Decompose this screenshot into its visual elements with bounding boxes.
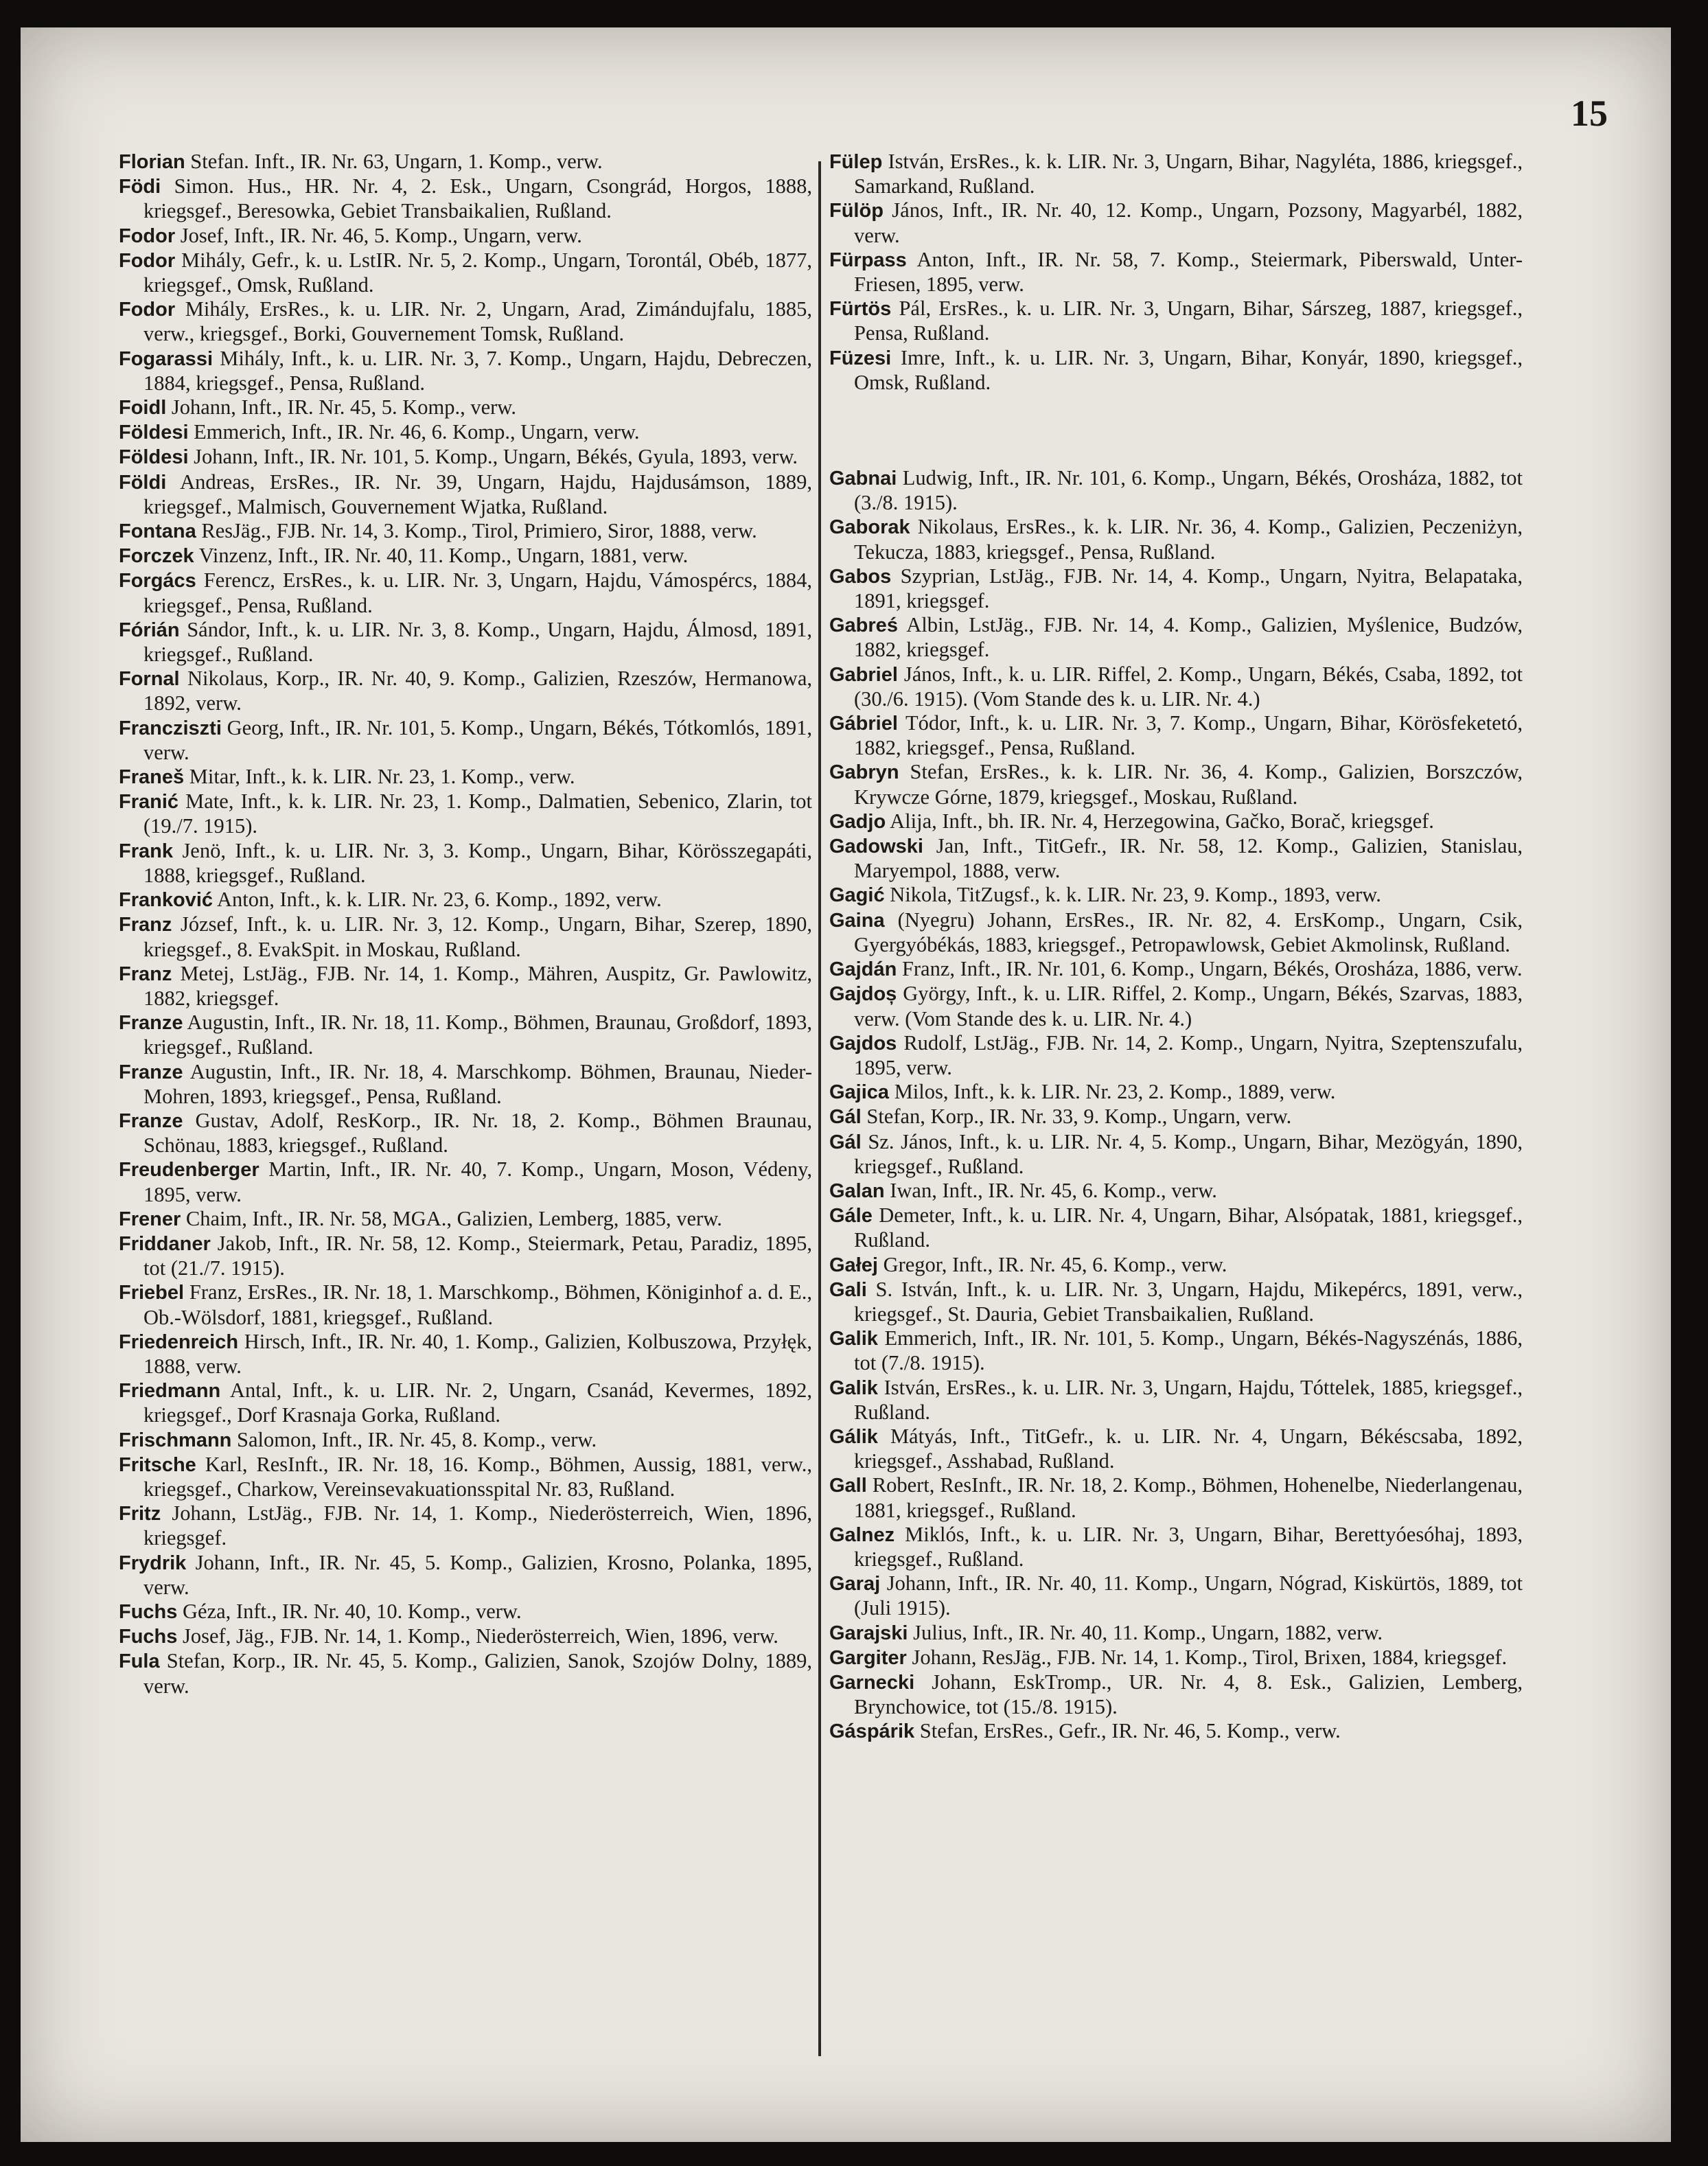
casualty-entry [829, 1571, 1523, 1620]
entry-surname: Gadjo [829, 810, 886, 833]
entry-surname: Gábriel [829, 713, 898, 735]
entry-surname: Fodor [119, 299, 176, 321]
casualty-entry [829, 883, 1523, 908]
entry-surname: Gálik [829, 1425, 878, 1448]
entry-details: Stefan, Korp., IR. Nr. 33, 9. Komp., Ungarn, verw. [866, 1105, 1292, 1129]
entry-details: Jakob, Inft., IR. Nr. 58, 12. Komp., Steiermark, Petau, Paradiz, 1895, tot (21./7. 1915). [143, 1231, 812, 1280]
entry-surname: Fürtös [829, 298, 892, 321]
entry-surname: Gabriel [829, 663, 898, 686]
entry-surname: Gaina [829, 909, 885, 932]
entry-surname: Garajski [829, 1622, 908, 1644]
entry-details: Mihály, Inft., k. u. LIR. Nr. 3, 7. Komp., Ungarn, Hajdu, Debreczen, 1884, kriegsgef., Pensa, Rußland. [143, 346, 813, 395]
casualty-entry [119, 888, 812, 912]
entry-surname: Gále [829, 1205, 873, 1228]
entry-surname: Franković [119, 889, 213, 912]
entry-details: Nikola, TitZugsf., k. k. LIR. Nr. 23, 9. Komp., 1893, verw. [890, 883, 1381, 907]
casualty-entry [119, 1011, 812, 1059]
entry-details: Vinzenz, Inft., IR. Nr. 40, 11. Komp., Ungarn, 1881, verw. [198, 544, 689, 568]
entry-surname: Gajdoș [829, 983, 897, 1006]
entry-surname: Gałej [829, 1254, 878, 1276]
document-page [21, 27, 1671, 2142]
casualty-entry [119, 1453, 812, 1501]
casualty-entry [829, 957, 1523, 982]
entry-details: Demeter, Inft., k. u. LIR. Nr. 4, Ungarn, Bihar, Alsópatak, 1881, kriegsgef., Rußland. [854, 1203, 1523, 1252]
entry-details: Stefan. Inft., IR. Nr. 63, Ungarn, 1. Komp., verw. [190, 150, 603, 173]
entry-surname: Gabreś [829, 614, 898, 637]
entry-details: István, ErsRes., k. k. LIR. Nr. 3, Ungarn, Bihar, Nagyléta, 1886, kriegsgef., Samarkand, Rußland. [854, 150, 1523, 198]
casualty-entry [829, 1130, 1523, 1179]
entry-surname: Friddaner [119, 1232, 211, 1255]
entry-surname: Fodor [119, 224, 176, 247]
entry-details: Johann, Inft., IR. Nr. 101, 5. Komp., Ungarn, Békés, Gyula, 1893, verw. [194, 445, 798, 469]
casualty-entry [119, 544, 812, 568]
entry-details: Emmerich, Inft., IR. Nr. 46, 6. Komp., Ungarn, verw. [194, 420, 640, 444]
entry-details: Augustin, Inft., IR. Nr. 18, 4. Marschkomp. Böhmen, Braunau, Nieder-Mohren, 1893, kriegsgef., Pensa, Rußland. [143, 1059, 812, 1108]
entry-details: S. István, Inft., k. u. LIR. Nr. 3, Ungarn, Hajdu, Mikepércs, 1891, verw., kriegsgef., St. Dauria, Gebiet Transbaikalien, Rußland. [854, 1277, 1523, 1326]
entry-surname: Gabos [829, 565, 892, 588]
casualty-entry [119, 420, 812, 445]
casualty-entry [829, 1253, 1523, 1278]
casualty-entry [829, 809, 1523, 834]
entry-details: Josef, Jäg., FJB. Nr. 14, 1. Komp., Niederösterreich, Wien, 1896, verw. [183, 1624, 778, 1648]
entry-surname: Fontana [119, 520, 196, 543]
casualty-entry [119, 1109, 812, 1157]
casualty-entry [829, 1719, 1523, 1744]
entry-surname: Francziszti [119, 717, 222, 739]
entry-details: Johann, Inft., IR. Nr. 40, 11. Komp., Ungarn, Nógrad, Kiskürtös, 1889, tot (Juli 1915). [854, 1571, 1523, 1620]
entry-surname: Freudenberger [119, 1159, 259, 1182]
page-number: 15 [1571, 93, 1608, 134]
entry-details: Georg, Inft., IR. Nr. 101, 5. Komp., Ungarn, Békés, Tótkomlós, 1891, verw. [143, 715, 813, 764]
casualty-entry [119, 716, 812, 765]
entry-details: Stefan, ErsRes., k. k. LIR. Nr. 36, 4. Komp., Galizien, Borszczów, Krywcze Górne, 1879, kriegsgef., Moskau, Rußland. [854, 760, 1523, 809]
entry-details: Mátyás, Inft., TitGefr., k. u. LIR. Nr. 4, Ungarn, Békéscsaba, 1892, kriegsgef., Asshabad, Rußland. [854, 1424, 1523, 1473]
casualty-entry [119, 1379, 812, 1427]
entry-surname: Fritz [119, 1503, 161, 1525]
entry-surname: Gabryn [829, 761, 899, 784]
entry-surname: Franze [119, 1061, 183, 1083]
casualty-entry [119, 445, 812, 470]
casualty-entry [829, 198, 1523, 247]
casualty-entry [829, 663, 1523, 711]
entry-details: Johann, Inft., IR. Nr. 45, 5. Komp., verw. [171, 395, 516, 419]
entry-surname: Franze [119, 1109, 183, 1132]
entry-surname: Gajica [829, 1081, 890, 1104]
entry-details: Szyprian, LstJäg., FJB. Nr. 14, 4. Komp., Ungarn, Nyitra, Belapataka, 1891, kriegsgef. [854, 564, 1523, 613]
entry-details: Johann, ResJäg., FJB. Nr. 14, 1. Komp., Tirol, Brixen, 1884, kriegsgef. [912, 1645, 1508, 1669]
casualty-entry [829, 1523, 1523, 1571]
casualty-entry [829, 1080, 1523, 1105]
right-column [829, 150, 1523, 1744]
casualty-entry [829, 1473, 1523, 1522]
casualty-entry [829, 1179, 1523, 1203]
entry-details: Nikolaus, ErsRes., k. k. LIR. Nr. 36, 4. Komp., Galizien, Peczeniżyn, Tekucza, 1883, kriegsgef., Pensa, Rußland. [854, 515, 1523, 564]
casualty-entry [119, 519, 812, 544]
casualty-entry [119, 470, 812, 519]
entry-surname: Gajdos [829, 1032, 897, 1055]
entry-surname: Gál [829, 1106, 862, 1129]
entry-surname: Gáspárik [829, 1720, 915, 1743]
casualty-entry [119, 1330, 812, 1379]
entry-surname: Füzesi [829, 347, 892, 369]
casualty-entry [829, 1646, 1523, 1670]
entry-surname: Friedmann [119, 1380, 221, 1403]
entry-details: Mihály, Gefr., k. u. LstIR. Nr. 5, 2. Komp., Ungarn, Torontál, Obéb, 1877, kriegsgef., Omsk, Rußland. [143, 248, 813, 297]
casualty-entry [119, 1551, 812, 1600]
entry-surname: Garaj [829, 1573, 881, 1595]
entry-details: Rudolf, LstJäg., FJB. Nr. 14, 2. Komp., Ungarn, Nyitra, Szeptenszufalu, 1895, verw. [854, 1030, 1523, 1079]
casualty-entry [119, 765, 812, 790]
entry-details: ResJäg., FJB. Nr. 14, 3. Komp., Tirol, Primiero, Siror, 1888, verw. [201, 519, 757, 543]
entry-details: Stefan, ErsRes., Gefr., IR. Nr. 46, 5. Komp., verw. [919, 1719, 1341, 1743]
entry-surname: Galik [829, 1328, 878, 1350]
casualty-entry [829, 150, 1523, 198]
entry-surname: Gali [829, 1278, 867, 1301]
casualty-entry [119, 1060, 812, 1109]
entry-surname: Frener [119, 1208, 181, 1230]
entry-surname: Gabnai [829, 468, 897, 490]
entry-surname: Földesi [119, 422, 189, 444]
casualty-entry [119, 297, 812, 346]
casualty-entry [119, 790, 812, 838]
entry-details: Josef, Inft., IR. Nr. 46, 5. Komp., Ungarn, verw. [180, 223, 582, 247]
entry-surname: Fuchs [119, 1626, 178, 1648]
entry-details: (Nyegru) Johann, ErsRes., IR. Nr. 82, 4. ErsKomp., Ungarn, Csik, Gyergyóbékás, 1883, kriegsgef., Petropawlowsk, Gebiet Akmolinsk, Rußland. [854, 908, 1523, 956]
entry-details: György, Inft., k. u. LIR. Riffel, 2. Komp., Ungarn, Békés, Szarvas, 1883, verw. (Vom Stande des k. u. LIR. Nr. 4.) [854, 982, 1523, 1030]
entry-details: Albin, LstJäg., FJB. Nr. 14, 4. Komp., Galizien, Myślenice, Budzów, 1882, kriegsgef. [854, 613, 1523, 662]
entry-details: Nikolaus, Korp., IR. Nr. 40, 9. Komp., Galizien, Rzeszów, Hermanowa, 1892, verw. [143, 667, 812, 715]
casualty-entry [829, 248, 1523, 297]
entry-details: Mate, Inft., k. k. LIR. Nr. 23, 1. Komp., Dalmatien, Sebenico, Zlarin, tot (19./7. 1915). [143, 790, 812, 838]
entry-details: Johann, LstJäg., FJB. Nr. 14, 1. Komp., Niederösterreich, Wien, 1896, kriegsgef. [143, 1501, 812, 1550]
entry-surname: Fürpass [829, 249, 907, 271]
entry-details: Gustav, Adolf, ResKorp., IR. Nr. 18, 2. Komp., Böhmen Braunau, Schönau, 1883, kriegsgef., Rußland. [143, 1108, 812, 1157]
entry-surname: Franz [119, 914, 172, 936]
entry-details: Sándor, Inft., k. u. LIR. Nr. 3, 8. Komp., Ungarn, Hajdu, Álmosd, 1891, kriegsgef., Rußland. [143, 617, 812, 667]
casualty-entry [119, 1207, 812, 1232]
casualty-entry [119, 150, 812, 174]
casualty-entry [829, 564, 1523, 613]
casualty-entry [119, 618, 812, 667]
casualty-entry [119, 1428, 812, 1453]
casualty-entry [119, 839, 812, 888]
entry-details: István, ErsRes., k. u. LIR. Nr. 3, Ungarn, Hajdu, Tóttelek, 1885, kriegsgef., Rußland. [854, 1375, 1523, 1424]
entry-surname: Garnecki [829, 1671, 915, 1694]
entry-surname: Frischmann [119, 1429, 232, 1451]
entry-details: Augustin, Inft., IR. Nr. 18, 11. Komp., Böhmen, Braunau, Großdorf, 1893, kriegsgef., Rußland. [143, 1011, 812, 1059]
entry-details: Géza, Inft., IR. Nr. 40, 10. Komp., verw. [183, 1599, 522, 1623]
casualty-entry [829, 613, 1523, 662]
entry-details: Emmerich, Inft., IR. Nr. 101, 5. Komp., Ungarn, Békés-Nagyszénás, 1886, tot (7./8. 1915). [854, 1326, 1523, 1375]
casualty-entry [829, 760, 1523, 809]
entry-surname: Galnez [829, 1523, 895, 1546]
entry-surname: Forczek [119, 545, 194, 568]
entry-surname: Fritsche [119, 1453, 196, 1476]
entry-surname: Frank [119, 840, 173, 862]
casualty-entry [119, 1501, 812, 1550]
entry-surname: Franz [119, 963, 172, 985]
entry-details: Metej, LstJäg., FJB. Nr. 14, 1. Komp., Mähren, Auspitz, Gr. Pawlowitz, 1882, kriegsgef. [143, 961, 813, 1010]
entry-surname: Fodor [119, 249, 176, 272]
casualty-entry [829, 1670, 1523, 1719]
casualty-entry [829, 908, 1523, 957]
casualty-entry [829, 466, 1523, 515]
entry-details: Alija, Inft., bh. IR. Nr. 4, Herzegowina, Gačko, Borač, kriegsgef. [890, 809, 1434, 833]
entry-details: Ferencz, ErsRes., k. u. LIR. Nr. 3, Ungarn, Hajdu, Vámospércs, 1884, kriegsgef., Pensa, Rußland. [143, 568, 812, 617]
entry-details: Simon. Hus., HR. Nr. 4, 2. Esk., Ungarn, Csongrád, Horgos, 1888, kriegsgef., Beresowka, Gebiet Transbaikalien, Rußland. [143, 174, 812, 223]
entry-surname: Franić [119, 791, 179, 814]
casualty-entry [119, 1157, 812, 1206]
entry-surname: Gál [829, 1131, 862, 1153]
entry-surname: Gaborak [829, 516, 910, 539]
entry-details: Julius, Inft., IR. Nr. 40, 11. Komp., Ungarn, 1882, verw. [913, 1620, 1383, 1644]
casualty-entry [829, 711, 1523, 760]
casualty-entry [119, 568, 812, 617]
casualty-entry [829, 1376, 1523, 1425]
entry-surname: Gall [829, 1475, 867, 1497]
entry-details: Stefan, Korp., IR. Nr. 45, 5. Komp., Galizien, Sanok, Szojów Dolny, 1889, verw. [143, 1649, 812, 1698]
casualty-entry [829, 1326, 1523, 1375]
entry-details: Anton, Inft., k. k. LIR. Nr. 23, 6. Komp., 1892, verw. [216, 888, 662, 912]
casualty-entry [119, 347, 812, 395]
casualty-entry [829, 1031, 1523, 1080]
casualty-entry [119, 912, 812, 961]
entry-details: Chaim, Inft., IR. Nr. 58, MGA., Galizien, Lemberg, 1885, verw. [185, 1206, 722, 1230]
entry-surname: Fuchs [119, 1600, 178, 1623]
entry-details: Ludwig, Inft., IR. Nr. 101, 6. Komp., Ungarn, Békés, Orosháza, 1882, tot (3./8. 1915). [854, 466, 1523, 515]
casualty-entry [119, 1600, 812, 1624]
entry-details: Karl, ResInft., IR. Nr. 18, 16. Komp., Böhmen, Aussig, 1881, verw., kriegsgef., Charkow, Vereinsevakuationsspital Nr. 83, Rußland. [143, 1452, 812, 1501]
entry-surname: Földi [119, 471, 167, 494]
casualty-entry [829, 1278, 1523, 1326]
entry-details: Robert, ResInft., IR. Nr. 18, 2. Komp., Böhmen, Hohenelbe, Niederlangenau, 1881, kriegsgef., Rußland. [854, 1473, 1523, 1522]
casualty-entry [829, 297, 1523, 345]
entry-surname: Franeš [119, 766, 185, 789]
casualty-entry [119, 1232, 812, 1280]
entry-surname: Fülöp [829, 200, 884, 222]
casualty-entry [119, 962, 812, 1011]
casualty-entry [119, 1649, 812, 1698]
casualty-entry [119, 174, 812, 223]
entry-details: Martin, Inft., IR. Nr. 40, 7. Komp., Ungarn, Moson, Védeny, 1895, verw. [143, 1157, 813, 1206]
entry-surname: Fülep [829, 151, 883, 173]
entry-surname: Gajdán [829, 958, 897, 981]
entry-details: Hirsch, Inft., IR. Nr. 40, 1. Komp., Galizien, Kolbuszowa, Przyłęk, 1888, verw. [143, 1329, 812, 1378]
casualty-entry [829, 515, 1523, 564]
casualty-entry [119, 1280, 812, 1329]
entry-details: Franz, Inft., IR. Nr. 101, 6. Komp., Ungarn, Békés, Orosháza, 1886, verw. [901, 957, 1523, 981]
entry-surname: Fornal [119, 668, 180, 691]
entry-details: János, Inft., IR. Nr. 40, 12. Komp., Ungarn, Pozsony, Magyarbél, 1882, verw. [854, 198, 1523, 247]
entry-details: Pál, ErsRes., k. u. LIR. Nr. 3, Ungarn, Bihar, Sárszeg, 1887, kriegsgef., Pensa, Rußland. [854, 297, 1523, 345]
entry-surname: Friedenreich [119, 1330, 239, 1353]
casualty-entry [119, 667, 812, 715]
entry-details: Miklós, Inft., k. u. LIR. Nr. 3, Ungarn, Bihar, Berettyóesóhaj, 1893, kriegsgef., Rußland. [854, 1522, 1523, 1571]
entry-details: Iwan, Inft., IR. Nr. 45, 6. Komp., verw. [890, 1178, 1217, 1202]
entry-details: Salomon, Inft., IR. Nr. 45, 8. Komp., verw. [237, 1427, 597, 1451]
entry-details: József, Inft., k. u. LIR. Nr. 3, 12. Komp., Ungarn, Bihar, Szerep, 1890, kriegsgef., 8. EvakSpit. in Moskau, Rußland. [143, 912, 812, 961]
entry-surname: Fórián [119, 619, 180, 641]
entry-surname: Forgács [119, 570, 196, 592]
entry-details: Franz, ErsRes., IR. Nr. 18, 1. Marschkomp., Böhmen, Königinhof a. d. E., Ob.-Wölsdorf, 1881, kriegsgef., Rußland. [143, 1280, 813, 1329]
casualty-entry [829, 1203, 1523, 1252]
entry-details: Antal, Inft., k. u. LIR. Nr. 2, Ungarn, Csanád, Kevermes, 1892, kriegsgef., Dorf Krasnaja Gorka, Rußland. [143, 1379, 812, 1427]
casualty-entry [119, 1624, 812, 1649]
left-column [119, 150, 812, 1698]
entry-details: Mihály, ErsRes., k. u. LIR. Nr. 2, Ungarn, Arad, Zimándujfalu, 1885, verw., kriegsgef., Borki, Gouvernement Tomsk, Rußland. [143, 297, 812, 346]
entry-surname: Fula [119, 1650, 160, 1673]
entry-surname: Frydrik [119, 1552, 187, 1574]
entry-details: Jenö, Inft., k. u. LIR. Nr. 3, 3. Komp., Ungarn, Bihar, Körösszegapáti, 1888, kriegsgef., Rußland. [143, 838, 812, 887]
entry-surname: Gadowski [829, 836, 923, 858]
entry-surname: Foidl [119, 397, 167, 419]
entry-details: Sz. János, Inft., k. u. LIR. Nr. 4, 5. Komp., Ungarn, Bihar, Mezögyán, 1890, kriegsgef., Rußland. [854, 1129, 1523, 1178]
casualty-entry [829, 346, 1523, 395]
entry-surname: Födi [119, 176, 161, 198]
entry-surname: Franze [119, 1012, 183, 1035]
entry-details: Tódor, Inft., k. u. LIR. Nr. 3, 7. Komp., Ungarn, Bihar, Körösfeketetó, 1882, kriegsgef., Pensa, Rußland. [854, 711, 1523, 760]
entry-details: Milos, Inft., k. k. LIR. Nr. 23, 2. Komp., 1889, verw. [894, 1080, 1336, 1104]
entry-surname: Friebel [119, 1282, 185, 1304]
casualty-entry [829, 1425, 1523, 1473]
entry-surname: Földesi [119, 446, 189, 469]
entry-details: Andreas, ErsRes., IR. Nr. 39, Ungarn, Hajdu, Hajdusámson, 1889, kriegsgef., Malmisch, Gouvernement Wjatka, Rußland. [143, 470, 812, 518]
casualty-entry [119, 224, 812, 249]
entry-details: Mitar, Inft., k. k. LIR. Nr. 23, 1. Komp., verw. [189, 765, 575, 789]
casualty-entry [829, 1621, 1523, 1646]
casualty-entry [829, 1105, 1523, 1129]
column-divider [818, 161, 821, 2056]
casualty-entry [119, 395, 812, 420]
entry-surname: Florian [119, 151, 185, 173]
entry-surname: Gargiter [829, 1646, 907, 1669]
entry-details: János, Inft., k. u. LIR. Riffel, 2. Komp., Ungarn, Békés, Csaba, 1892, tot (30./6. 1915). (Vom Stande des k. u. LIR. Nr. 4.) [854, 662, 1523, 711]
entry-surname: Galan [829, 1179, 885, 1202]
casualty-entry [829, 834, 1523, 883]
entry-surname: Fogarassi [119, 347, 213, 370]
entry-details: Gregor, Inft., IR. Nr. 45, 6. Komp., verw. [883, 1252, 1227, 1276]
entry-details: Imre, Inft., k. u. LIR. Nr. 3, Ungarn, Bihar, Konyár, 1890, kriegsgef., Omsk, Rußland. [854, 345, 1523, 394]
entry-details: Jan, Inft., TitGefr., IR. Nr. 58, 12. Komp., Galizien, Stanislau, Maryempol, 1888, verw. [854, 834, 1523, 883]
entry-details: Johann, EskTromp., UR. Nr. 4, 8. Esk., Galizien, Lemberg, Brynchowice, tot (15./8. 1915). [854, 1670, 1523, 1719]
entry-surname: Galik [829, 1376, 878, 1399]
casualty-entry [829, 982, 1523, 1030]
entry-details: Johann, Inft., IR. Nr. 45, 5. Komp., Galizien, Krosno, Polanka, 1895, verw. [143, 1550, 812, 1599]
entry-surname: Gagić [829, 884, 885, 907]
entry-details: Anton, Inft., IR. Nr. 58, 7. Komp., Steiermark, Piberswald, Unter-Friesen, 1895, verw. [854, 247, 1523, 297]
casualty-entry [119, 249, 812, 297]
